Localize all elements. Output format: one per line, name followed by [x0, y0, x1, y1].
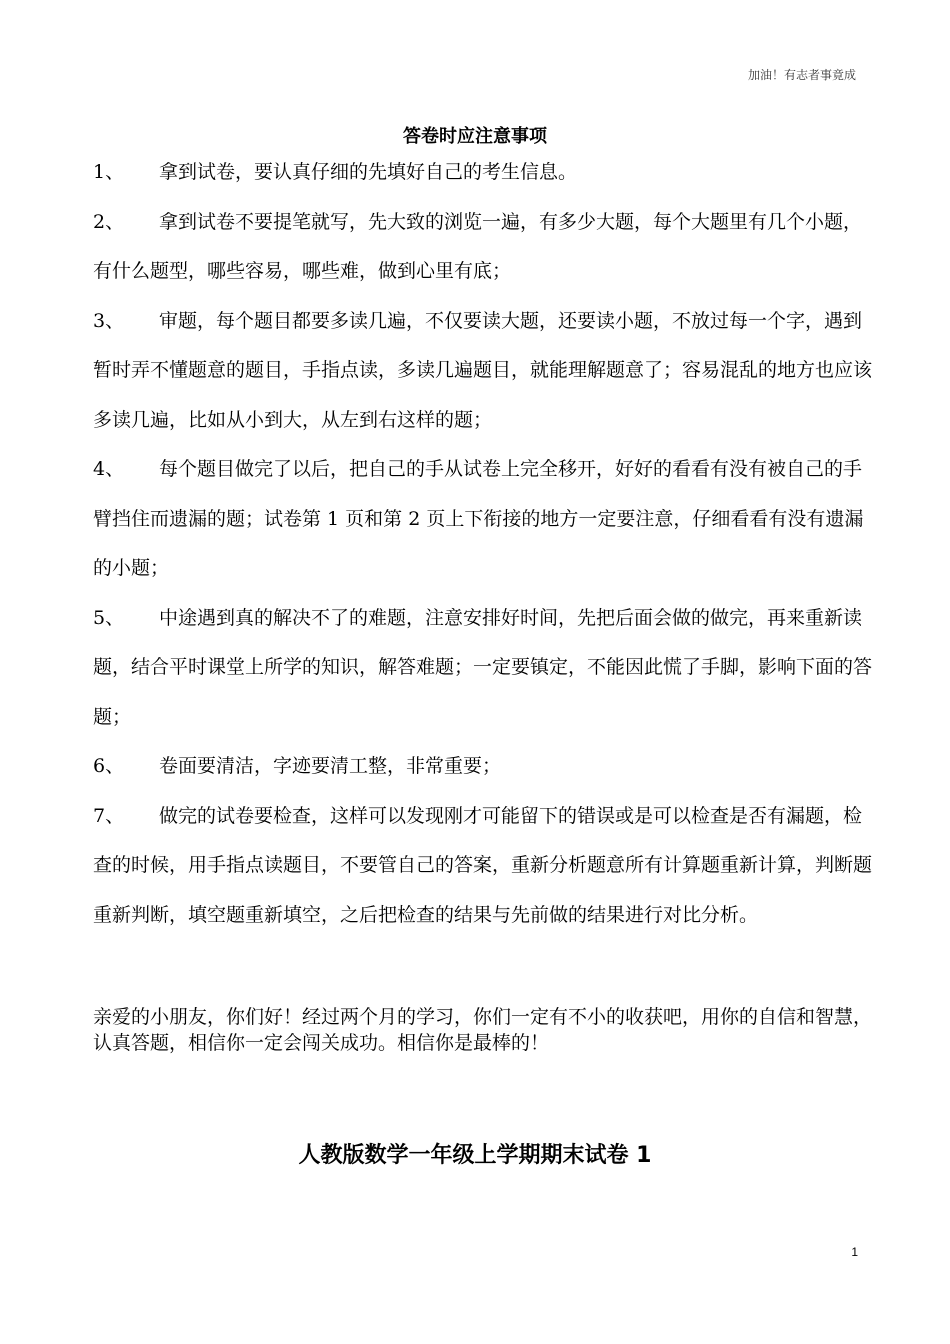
- item-text: 中途遇到真的解决不了的难题，注意安排好时间，先把后面会做的做完，再来重新读题，结合平时课堂上所学的知识，解答难题；一定要镇定，不能因此慌了手脚，影响下面的答题；: [93, 606, 873, 728]
- item-number: 2、: [93, 210, 125, 233]
- item-text: 做完的试卷要检查，这样可以发现刚才可能留下的错误或是可以检查是否有漏题，检查的时候，用手指点读题目，不要管自己的答案，重新分析题意所有计算题重新计算，判断题重新判断，填空题重新填空，之后把检查的结果与先前做的结果进行对比分析。: [93, 804, 873, 926]
- item-number: 5、: [93, 606, 125, 629]
- item-number: 6、: [93, 755, 125, 777]
- header-motto: 加油！有志者事竟成: [747, 68, 856, 82]
- page-number: 1: [851, 1245, 858, 1259]
- notice-title: 答卷时应注意事项: [403, 126, 547, 147]
- notice-item: [93, 792, 873, 941]
- notice-list: [93, 148, 873, 940]
- notice-item: [93, 594, 873, 743]
- item-number: 1、: [93, 161, 125, 183]
- item-text: 拿到试卷，要认真仔细的先填好自己的考生信息。: [159, 161, 578, 183]
- notice-item: [93, 297, 873, 446]
- item-text: 审题，每个题目都要多读几遍，不仅要读大题，还要读小题，不放过每一个字，遇到暂时弄不懂题意的题目，手指点读，多读几遍题目，就能理解题意了；容易混乱的地方也应该多读几遍，比如从小到大，从左到右这样的题；: [93, 309, 873, 431]
- notice-item: [93, 148, 873, 198]
- item-text: 每个题目做完了以后，把自己的手从试卷上完全移开，好好的看看有没有被自己的手臂挡住而遗漏的题；试卷第 1 页和第 2 页上下衔接的地方一定要注意，仔细看看有没有遗漏的小题；: [93, 458, 864, 579]
- item-text: 卷面要清洁，字迹要清工整，非常重要；: [159, 755, 502, 777]
- item-text: 拿到试卷不要提笔就写，先大致的浏览一遍，有多少大题，每个大题里有几个小题，有什么题型，哪些容易，哪些难，做到心里有底；: [93, 210, 863, 282]
- notice-item: [93, 445, 873, 594]
- notice-item: [93, 742, 873, 792]
- intro-paragraph: 亲爱的小朋友，你们好！经过两个月的学习，你们一定有不小的收获吧，用你的自信和智慧，认真答题，相信你一定会闯关成功。相信你是最棒的！: [93, 1006, 873, 1054]
- exam-title: 人教版数学一年级上学期期末试卷 1: [298, 1143, 652, 1168]
- item-number: 3、: [93, 309, 125, 332]
- item-number: 4、: [93, 458, 125, 480]
- notice-item: [93, 198, 873, 297]
- item-number: 7、: [93, 804, 125, 827]
